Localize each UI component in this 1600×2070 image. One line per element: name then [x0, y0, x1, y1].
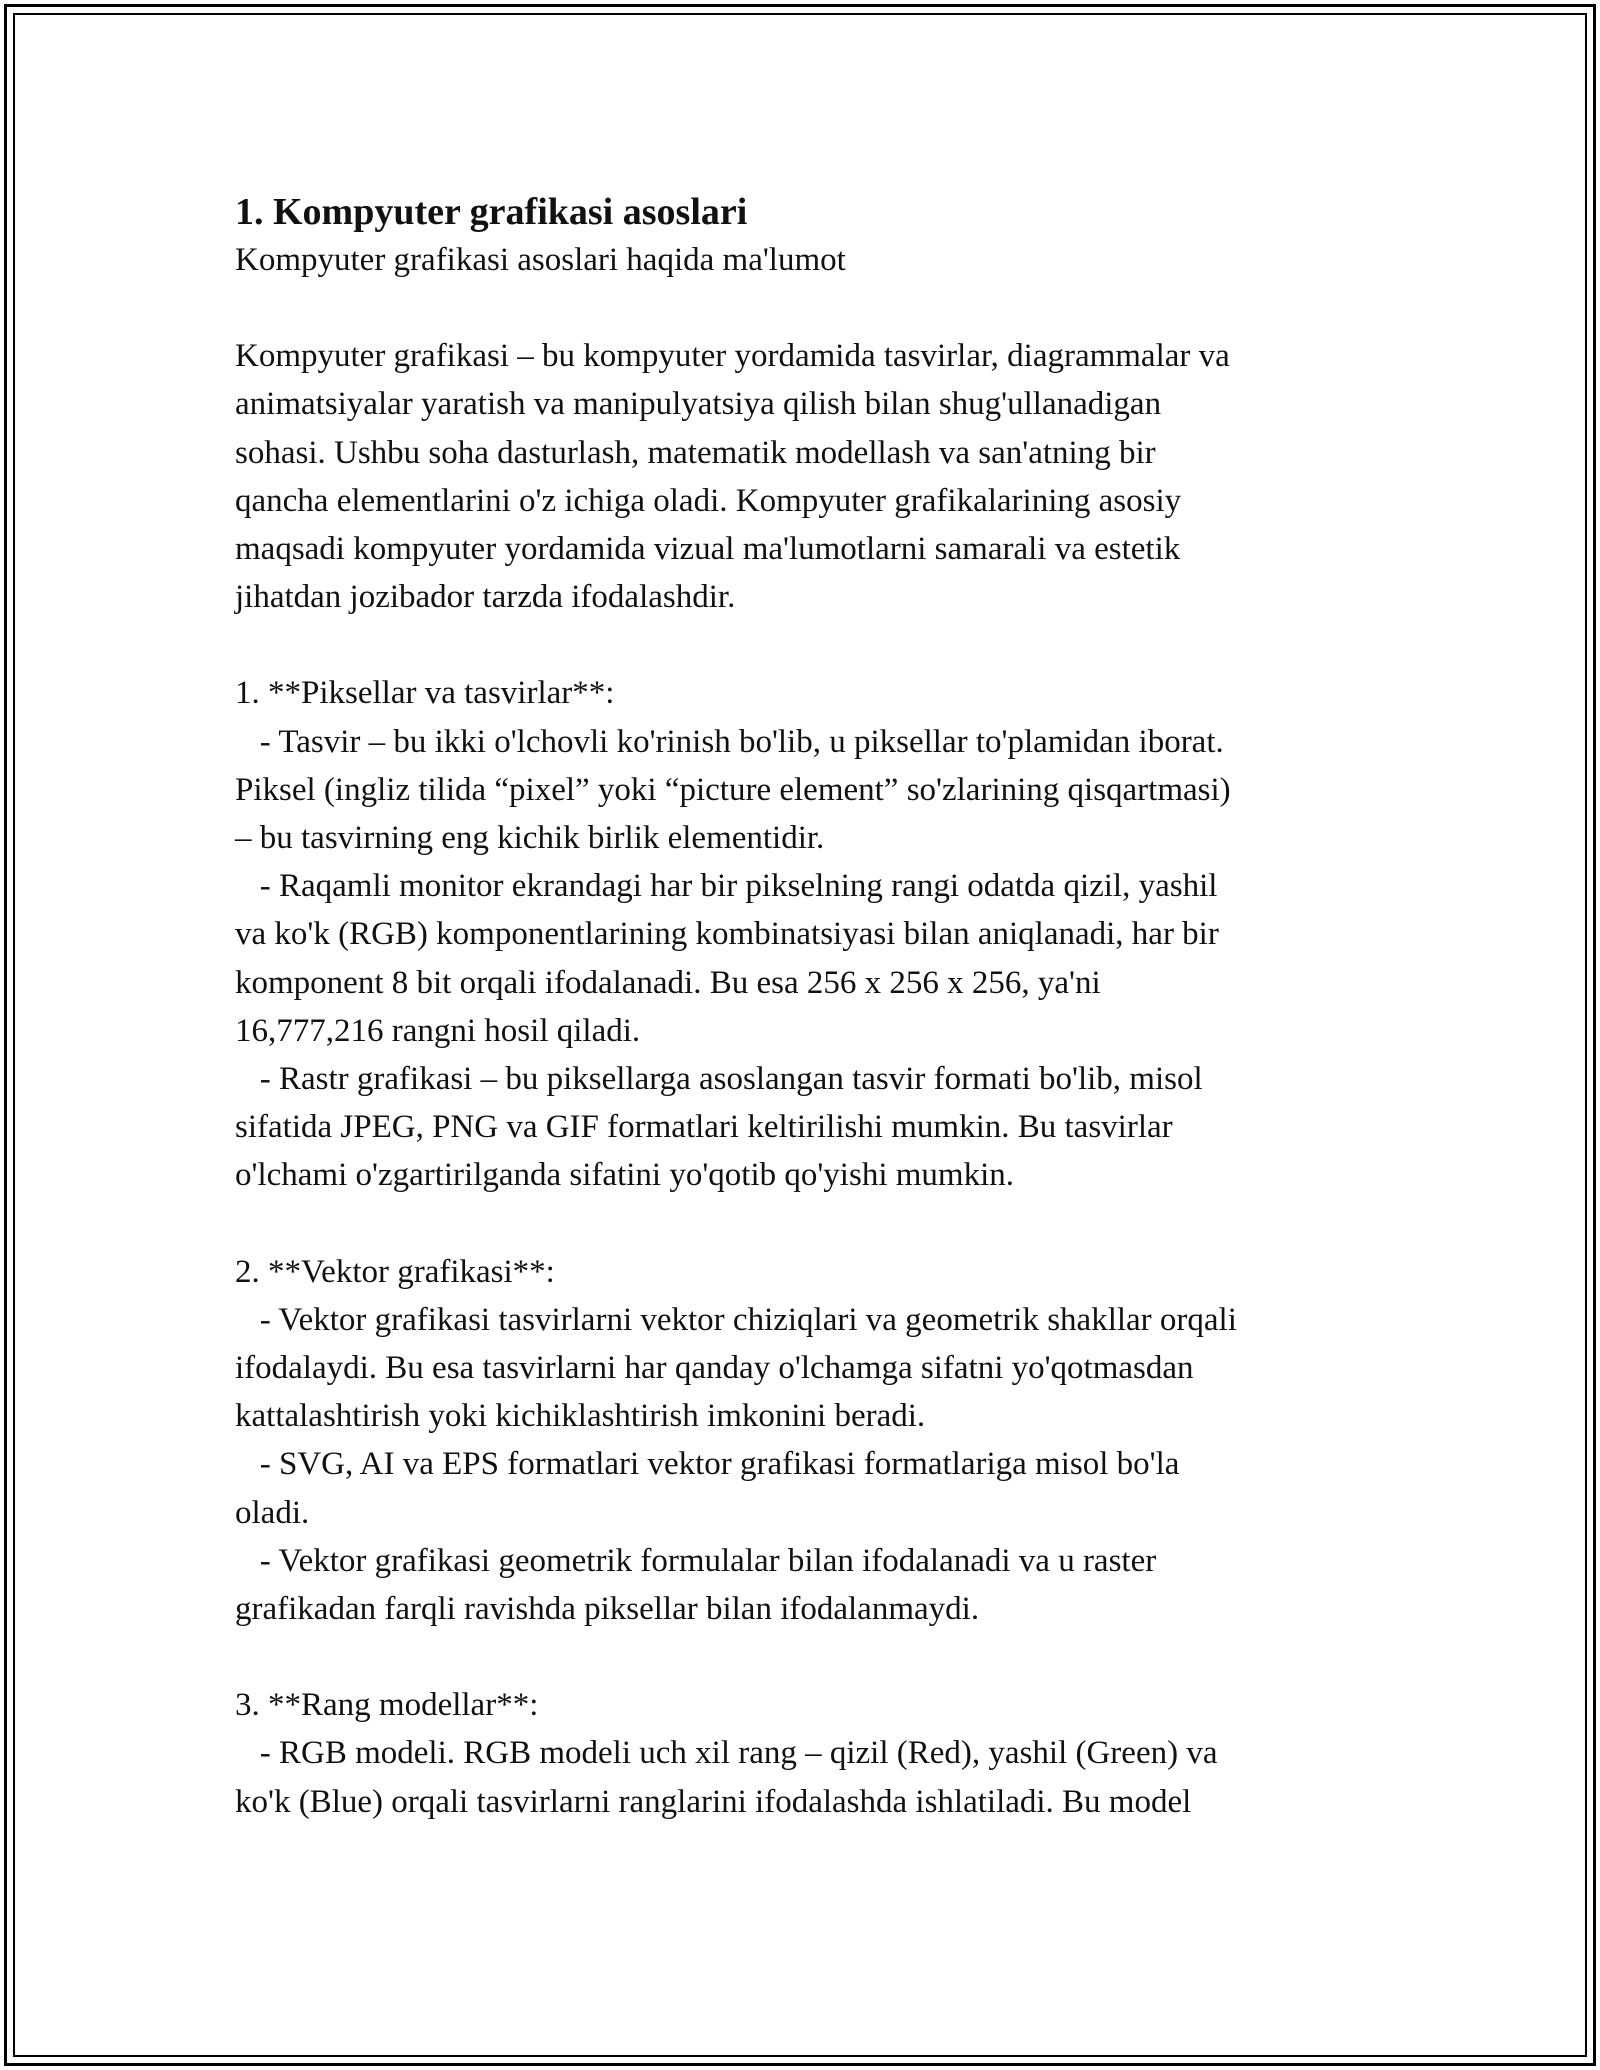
- text-line: ko'k (Blue) orqali tasvirlarni ranglarini ifodalashda ishlatiladi. Bu model: [235, 1783, 1192, 1820]
- document-subtitle: Kompyuter grafikasi asoslari haqida ma'lumot: [235, 242, 846, 278]
- text-line: - Vektor grafikasi geometrik formulalar bilan ifodalanadi va u raster: [235, 1542, 1157, 1579]
- text-line: grafikadan farqli ravishda piksellar bilan ifodalanmaydi.: [235, 1591, 980, 1628]
- section-heading: 2. **Vektor grafikasi**:: [235, 1253, 555, 1290]
- section-pixels: [235, 669, 1375, 1199]
- section-color-models: [235, 1681, 1375, 1826]
- section-heading: 3. **Rang modellar**:: [235, 1687, 539, 1724]
- section-heading: 1. **Piksellar va tasvirlar**:: [235, 675, 615, 712]
- text-line: ifodalaydi. Bu esa tasvirlarni har qanday o'lchamga sifatni yo'qotmasdan: [235, 1350, 1194, 1387]
- text-line: maqsadi kompyuter yordamida vizual ma'lumotlarni samarali va estetik: [235, 531, 1181, 568]
- text-line: va ko'k (RGB) komponentlarining kombinatsiyasi bilan aniqlanadi, har bir: [235, 916, 1219, 953]
- document-title: 1. Kompyuter grafikasi asoslari: [235, 191, 748, 233]
- text-line: - Vektor grafikasi tasvirlarni vektor chiziqlari va geometrik shakllar orqali: [235, 1301, 1237, 1338]
- text-line: sohasi. Ushbu soha dasturlash, matematik modellash va san'atning bir: [235, 434, 1156, 471]
- text-line: qancha elementlarini o'z ichiga oladi. Kompyuter grafikalarining asosiy: [235, 482, 1182, 519]
- text-line: komponent 8 bit orqali ifodalanadi. Bu esa 256 x 256 x 256, ya'ni: [235, 964, 1101, 1001]
- text-line: sifatida JPEG, PNG va GIF formatlari keltirilishi mumkin. Bu tasvirlar: [235, 1109, 1173, 1146]
- text-line: - Raqamli monitor ekrandagi har bir pikselning rangi odatda qizil, yashil: [235, 868, 1218, 905]
- text-line: - SVG, AI va EPS formatlari vektor grafikasi formatlariga misol bo'la: [235, 1446, 1180, 1483]
- section-vector: [235, 1248, 1375, 1634]
- text-line: – bu tasvirning eng kichik birlik elementidir.: [235, 820, 825, 857]
- text-line: kattalashtirish yoki kichiklashtirish imkonini beradi.: [235, 1398, 926, 1435]
- text-line: - Rastr grafikasi – bu piksellarga asoslangan tasvir formati bo'lib, misol: [235, 1061, 1203, 1098]
- intro-paragraph: [235, 332, 1375, 621]
- text-line: 16,777,216 rangni hosil qiladi.: [235, 1012, 641, 1049]
- text-line: Piksel (ingliz tilida “pixel” yoki “picture element” so'zlarining qisqartmasi): [235, 771, 1231, 808]
- text-line: Kompyuter grafikasi – bu kompyuter yordamida tasvirlar, diagrammalar va: [235, 338, 1230, 375]
- text-line: animatsiyalar yaratish va manipulyatsiya qilish bilan shug'ullanadigan: [235, 386, 1162, 423]
- text-line: jihatdan jozibador tarzda ifodalashdir.: [235, 579, 736, 616]
- document-body: [235, 188, 1375, 1826]
- text-line: o'lchami o'zgartirilganda sifatini yo'qotib qo'yishi mumkin.: [235, 1157, 1014, 1194]
- text-line: oladi.: [235, 1494, 310, 1531]
- text-line: - RGB modeli. RGB modeli uch xil rang – qizil (Red), yashil (Green) va: [235, 1735, 1218, 1772]
- text-line: - Tasvir – bu ikki o'lchovli ko'rinish bo'lib, u piksellar to'plamidan iborat.: [235, 723, 1224, 760]
